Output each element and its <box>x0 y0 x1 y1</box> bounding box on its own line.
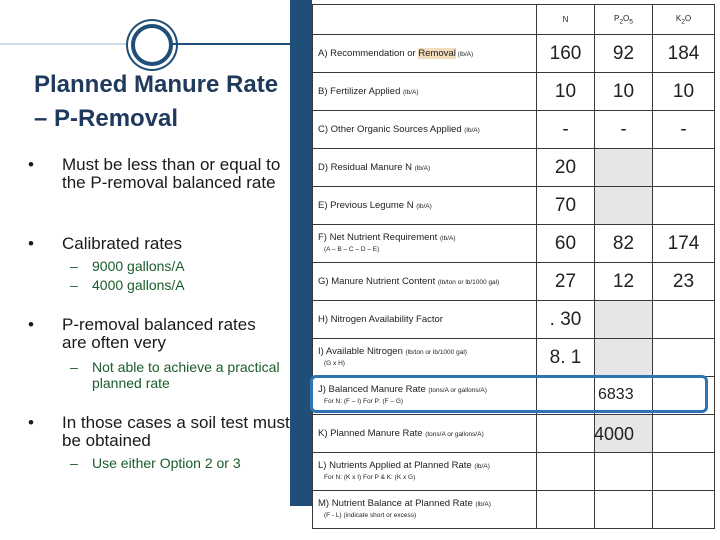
cell-p <box>595 453 653 491</box>
row-label: C) Other Organic Sources Applied (lb/A) <box>313 111 537 149</box>
cell-k: 174 <box>653 225 715 263</box>
row-m <box>313 491 715 529</box>
row-l <box>313 453 715 491</box>
header-n: N <box>537 5 595 35</box>
row-label: K) Planned Manure Rate (tons/A or gallons/A) <box>313 415 537 453</box>
cell-p <box>595 491 653 529</box>
row-label: I) Available Nitrogen (lb/ton or lb/1000 gal) (G x H) <box>313 339 537 377</box>
cell-shaded <box>595 301 653 339</box>
cell-n <box>537 453 595 491</box>
cell-empty <box>653 149 715 187</box>
planned-rate-value: 4000 <box>594 424 635 444</box>
bullet-item: • Must be less than or equal to the P-removal balanced rate <box>28 156 282 192</box>
cell-n: . 30 <box>537 301 595 339</box>
sub-bullet-item: – 9000 gallons/A <box>28 258 292 274</box>
cell-k: 23 <box>653 263 715 301</box>
cell-n: 20 <box>537 149 595 187</box>
cell-shaded <box>595 149 653 187</box>
sub-bullet-item: – 4000 gallons/A <box>28 277 292 293</box>
cell-n <box>537 415 595 453</box>
cell-p: - <box>595 111 653 149</box>
cell-k <box>653 453 715 491</box>
cell-n: 60 <box>537 225 595 263</box>
manure-rate-worksheet <box>312 4 715 529</box>
header-row <box>313 5 715 35</box>
balanced-rate-highlight-box <box>310 375 708 413</box>
row-label: E) Previous Legume N (lb/A) <box>313 187 537 225</box>
row-b <box>313 73 715 111</box>
cell-n: - <box>537 111 595 149</box>
row-label: L) Nutrients Applied at Planned Rate (lb/A) For N: (K x I) For P & K: (K x G) <box>313 453 537 491</box>
decorative-line-left <box>0 43 128 45</box>
header-k2o: $K_2O$ <box>653 5 715 35</box>
removal-highlight: Removal <box>418 47 456 59</box>
row-a <box>313 35 715 73</box>
cell-k <box>653 415 715 453</box>
row-label: M) Nutrient Balance at Planned Rate (lb/A) (F - L) (indicate short or excess) <box>313 491 537 529</box>
bullet-item: • P-removal balanced rates are often very <box>28 316 262 352</box>
cell-empty <box>653 339 715 377</box>
cell-k: 10 <box>653 73 715 111</box>
bullet-item: • Calibrated rates <box>28 235 282 253</box>
row-g <box>313 263 715 301</box>
row-d <box>313 149 715 187</box>
cell-p: 82 <box>595 225 653 263</box>
row-label: G) Manure Nutrient Content (lb/ton or lb/1000 gal) <box>313 263 537 301</box>
cell-k: 184 <box>653 35 715 73</box>
row-f <box>313 225 715 263</box>
cell-k <box>653 491 715 529</box>
row-i <box>313 339 715 377</box>
sidebar-panel <box>0 0 290 540</box>
row-label: J) Balanced Manure Rate (tons/A or gallons/A) For N: (F – I) For P: (F – G) <box>313 377 537 415</box>
cell-n: 160 <box>537 35 595 73</box>
sub-bullet-item: – Use either Option 2 or 3 <box>28 455 312 471</box>
row-label: A) Recommendation or Removal (lb/A) <box>313 35 537 73</box>
row-h <box>313 301 715 339</box>
cell-empty <box>653 187 715 225</box>
cell-shaded <box>595 187 653 225</box>
row-c <box>313 111 715 149</box>
row-label: D) Residual Manure N (lb/A) <box>313 149 537 187</box>
cell-k: - <box>653 111 715 149</box>
slide-title: Planned Manure Rate – P-Removal <box>34 71 279 132</box>
bullet-item: • In those cases a soil test must be obtained <box>28 414 292 450</box>
cell-n: 10 <box>537 73 595 111</box>
balanced-rate-value: 6833 <box>598 386 634 403</box>
header-blank <box>313 5 537 35</box>
cell-p: 92 <box>595 35 653 73</box>
decorative-line-right <box>170 43 290 45</box>
row-label: B) Fertilizer Applied (lb/A) <box>313 73 537 111</box>
sidebar-accent-bar <box>290 0 312 506</box>
row-label: H) Nitrogen Availability Factor <box>313 301 537 339</box>
sub-bullet-item: – Not able to achieve a practical planned rate <box>28 359 288 391</box>
cell-empty <box>653 301 715 339</box>
cell-n <box>537 491 595 529</box>
header-p2o5: $P_2O_5$ <box>595 5 653 35</box>
cell-n: 70 <box>537 187 595 225</box>
row-label: F) Net Nutrient Requirement (lb/A) (A – B – C – D – E) <box>313 225 537 263</box>
row-e <box>313 187 715 225</box>
cell-shaded <box>595 339 653 377</box>
row-k <box>313 415 715 453</box>
cell-n: 8. 1 <box>537 339 595 377</box>
cell-p: 12 <box>595 263 653 301</box>
decorative-circle-icon <box>131 24 173 66</box>
cell-p: 10 <box>595 73 653 111</box>
cell-n: 27 <box>537 263 595 301</box>
